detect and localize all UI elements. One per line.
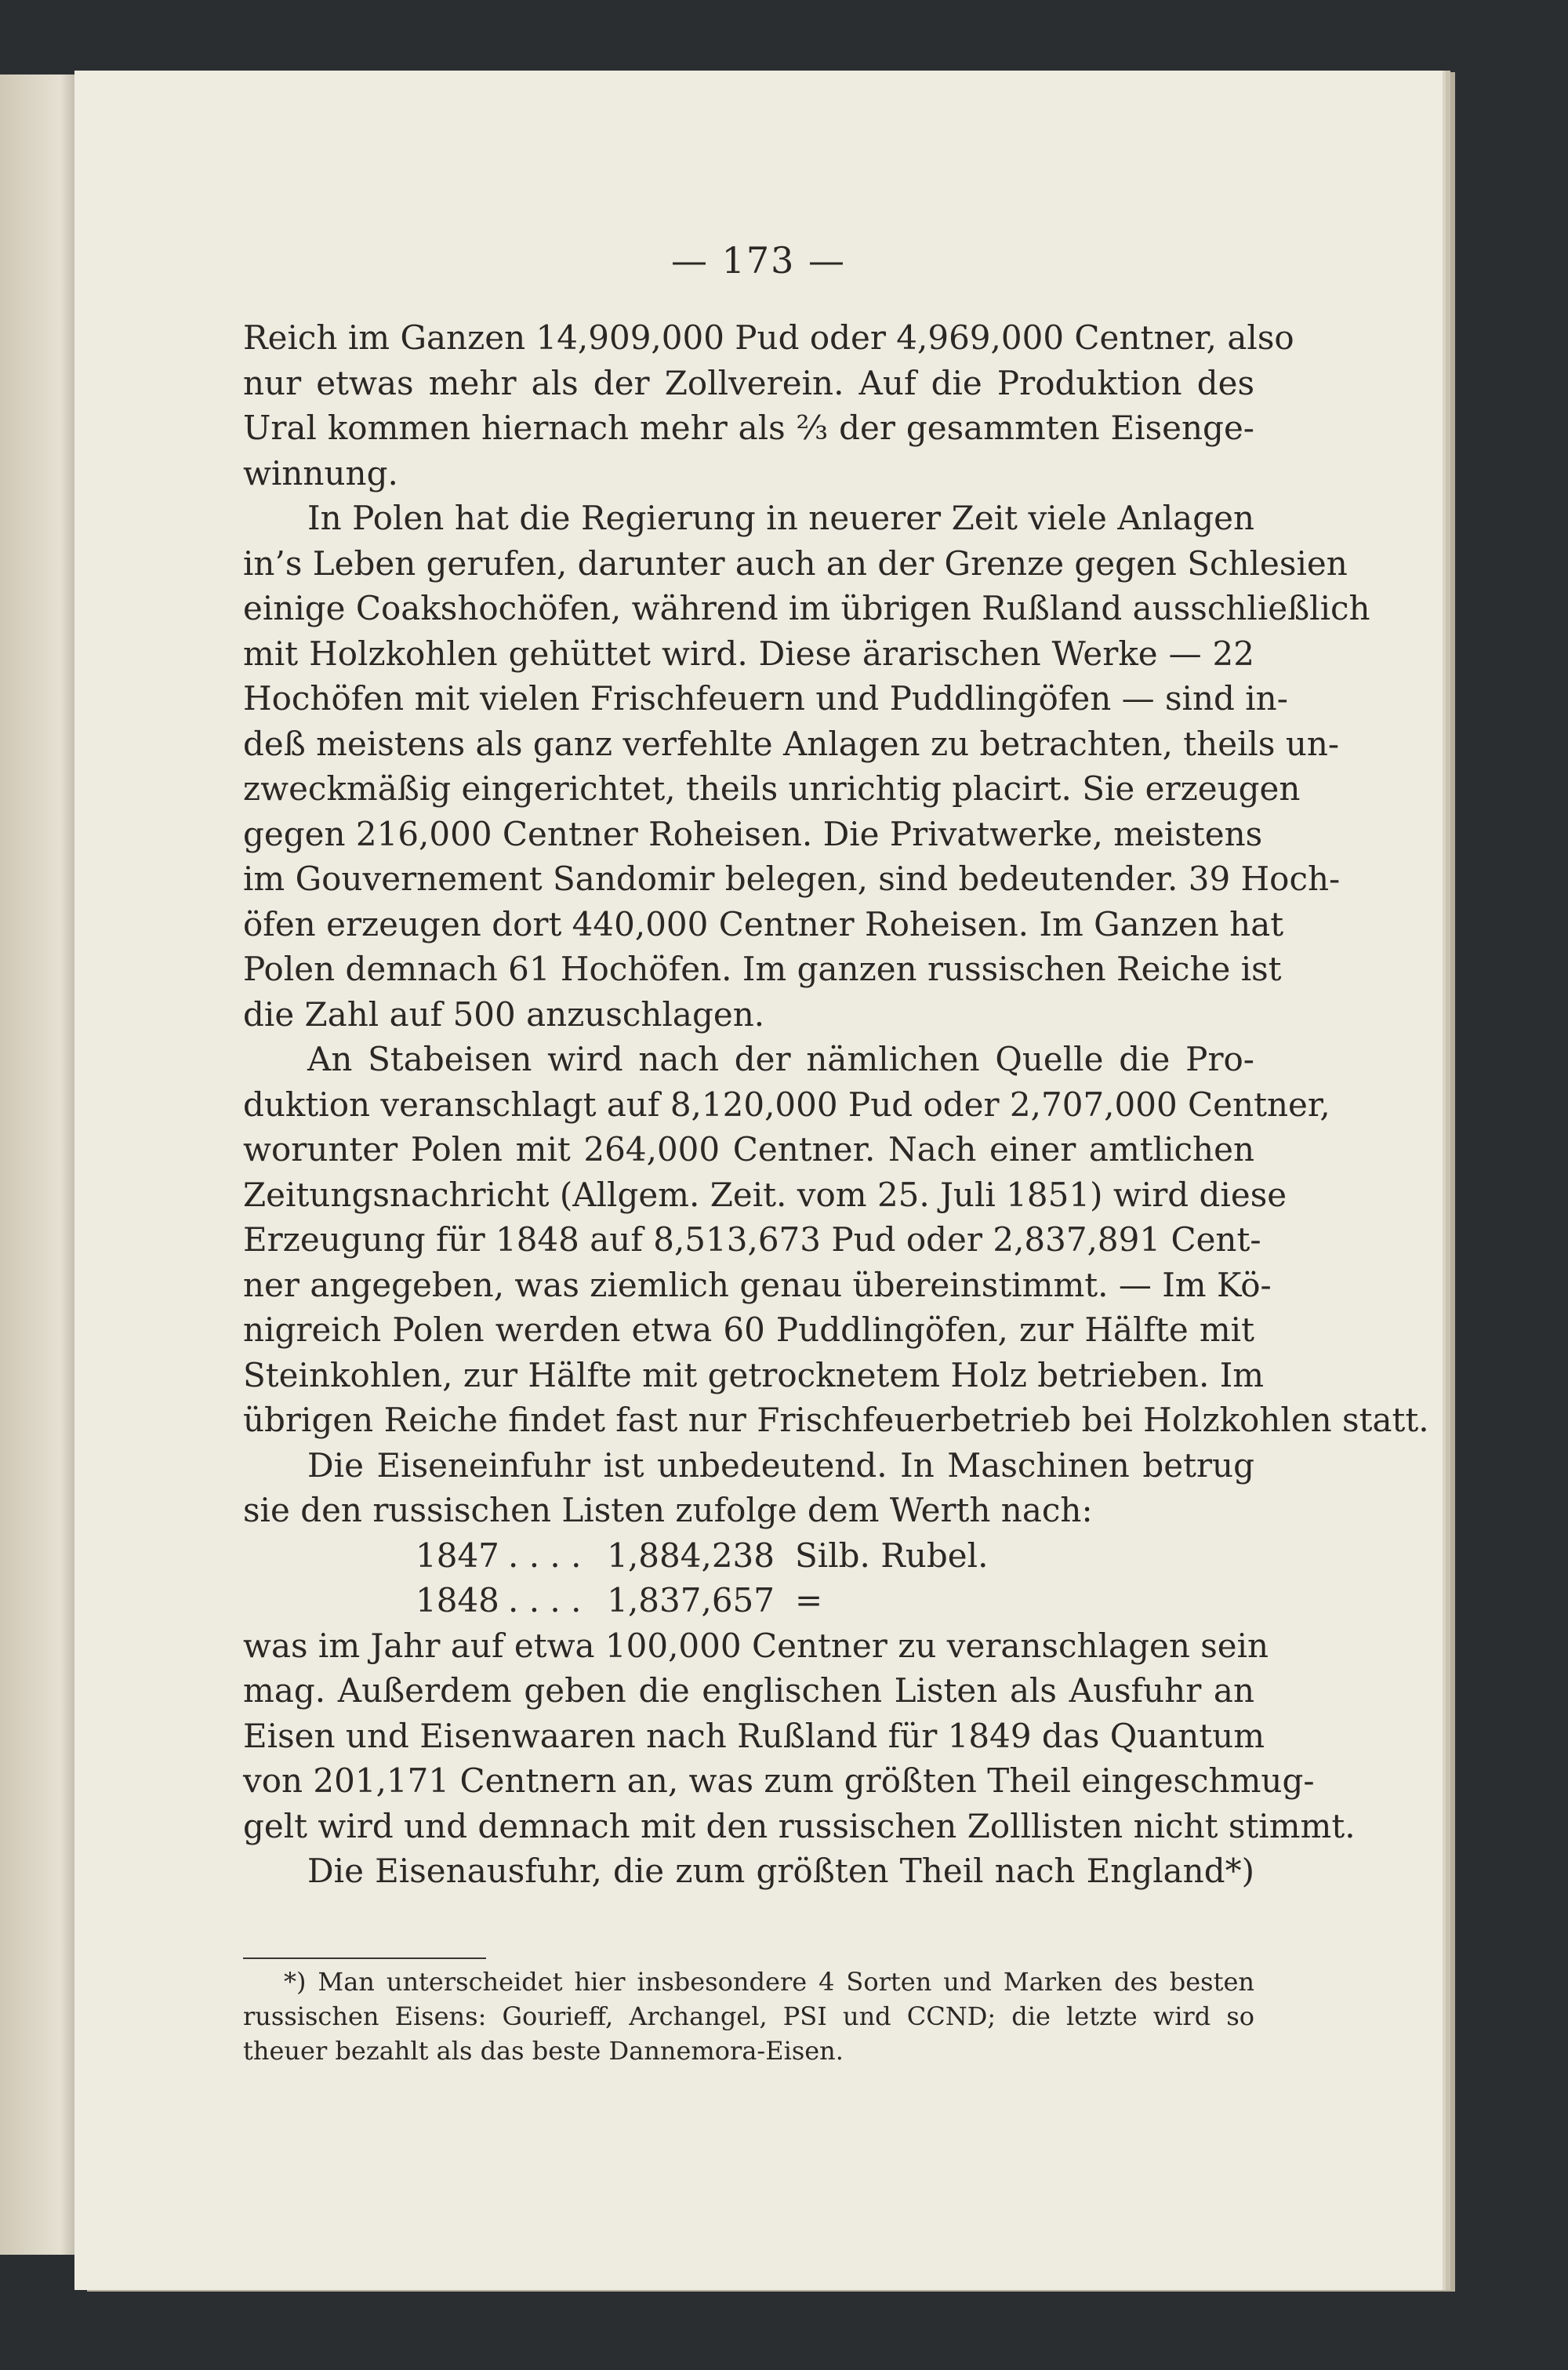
text-line: Die Eisenausfuhr, die zum größten Theil nach England*) [307, 1852, 1254, 1890]
import-table-row [243, 1533, 1254, 1579]
text-line: ner angegeben, was ziemlich genau übereinstimmt. — Im Kö- [243, 1265, 1272, 1304]
table-value: 1,837,657 [607, 1581, 775, 1619]
table-year: 1847 [416, 1536, 499, 1575]
table-value: 1,884,238 [607, 1536, 775, 1575]
text-line: im Gouvernement Sandomir belegen, sind bedeutender. 39 Hoch- [243, 860, 1341, 898]
table-leader-dots: . . . . [508, 1536, 582, 1575]
text-line: öfen erzeugen dort 440,000 Centner Roheisen. Im Ganzen hat [243, 904, 1284, 943]
text-line: In Polen hat die Regierung in neuerer Zeit viele Anlagen [307, 499, 1254, 537]
text-line: Hochöfen mit vielen Frischfeuern und Puddlingöfen — sind in- [243, 679, 1288, 718]
book-page [74, 71, 1443, 2290]
text-line: mag. Außerdem geben die englischen Listen als Ausfuhr an [243, 1671, 1254, 1710]
footnote-divider [243, 1957, 486, 1959]
text-line: sie den russischen Listen zufolge dem Werth nach: [243, 1491, 1093, 1529]
text-line: Reich im Ganzen 14,909,000 Pud oder 4,969,000 Centner, also [243, 318, 1294, 357]
text-line: von 201,171 Centnern an, was zum größten Theil eingeschmug- [243, 1761, 1315, 1800]
text-line: gegen 216,000 Centner Roheisen. Die Privatwerke, meistens [243, 814, 1263, 853]
footnote-line: russischen Eisens: Gourieff, Archangel, PSI und CCND; die letzte wird so [243, 2001, 1254, 2031]
page-number: — 173 — [670, 239, 847, 282]
table-leader-dots: . . . . [508, 1581, 582, 1619]
text-line: nur etwas mehr als der Zollverein. Auf die Produktion des [243, 363, 1254, 402]
text-line: deß meistens als ganz verfehlte Anlagen zu betrachten, theils un- [243, 724, 1340, 763]
text-line: was im Jahr auf etwa 100,000 Centner zu veranschlagen sein [243, 1626, 1269, 1665]
text-line: übrigen Reiche findet fast nur Frischfeuerbetrieb bei Holzkohlen statt. [243, 1401, 1429, 1439]
footnote [243, 1965, 1254, 2068]
text-line: mit Holzkohlen gehüttet wird. Diese ärarischen Werke — 22 [243, 634, 1254, 673]
import-table-row [243, 1578, 1254, 1623]
footnote-line: *) Man unterscheidet hier insbesondere 4 Sorten und Marken des besten [284, 1967, 1254, 1997]
text-line: An Stabeisen wird nach der nämlichen Quelle die Pro- [307, 1040, 1254, 1078]
text-line: duktion veranschlagt auf 8,120,000 Pud oder 2,707,000 Centner, [243, 1085, 1330, 1124]
text-line: Erzeugung für 1848 auf 8,513,673 Pud oder 2,837,891 Cent- [243, 1220, 1261, 1259]
text-line: Die Eiseneinfuhr ist unbedeutend. In Maschinen betrug [307, 1445, 1254, 1485]
text-line: worunter Polen mit 264,000 Centner. Nach einer amtlichen [243, 1130, 1254, 1169]
table-unit: = [795, 1581, 823, 1619]
text-line: nigreich Polen werden etwa 60 Puddlingöfen, zur Hälfte mit [243, 1310, 1254, 1349]
text-line: Polen demnach 61 Hochöfen. Im ganzen russischen Reiche ist [243, 950, 1282, 988]
table-unit: Silb. Rubel. [795, 1536, 989, 1575]
text-line: Steinkohlen, zur Hälfte mit getrocknetem Holz betrieben. Im [243, 1355, 1265, 1394]
text-line: Ural kommen hiernach mehr als ⅔ der gesammten Eisenge- [243, 409, 1254, 447]
text-line: winnung. [243, 453, 398, 493]
text-line: die Zahl auf 500 anzuschlagen. [243, 994, 765, 1034]
text-line: gelt wird und demnach mit den russischen Zolllisten nicht stimmt. [243, 1806, 1356, 1845]
table-year: 1848 [416, 1581, 499, 1619]
text-line: einige Coakshochöfen, während im übrigen Rußland ausschließlich [243, 589, 1370, 627]
text-line: Eisen und Eisenwaaren nach Rußland für 1849 das Quantum [243, 1716, 1265, 1755]
text-line: in’s Leben gerufen, darunter auch an der Grenze gegen Schlesien [243, 543, 1348, 583]
facing-page-edge [0, 75, 86, 2255]
body-text [243, 315, 1429, 1894]
text-line: zweckmäßig eingerichtet, theils unrichtig placirt. Sie erzeugen [243, 769, 1301, 808]
footnote-line: theuer bezahlt als das beste Dannemora-Eisen. [243, 2036, 844, 2066]
text-line: Zeitungsnachricht (Allgem. Zeit. vom 25. Juli 1851) wird diese [243, 1175, 1287, 1214]
